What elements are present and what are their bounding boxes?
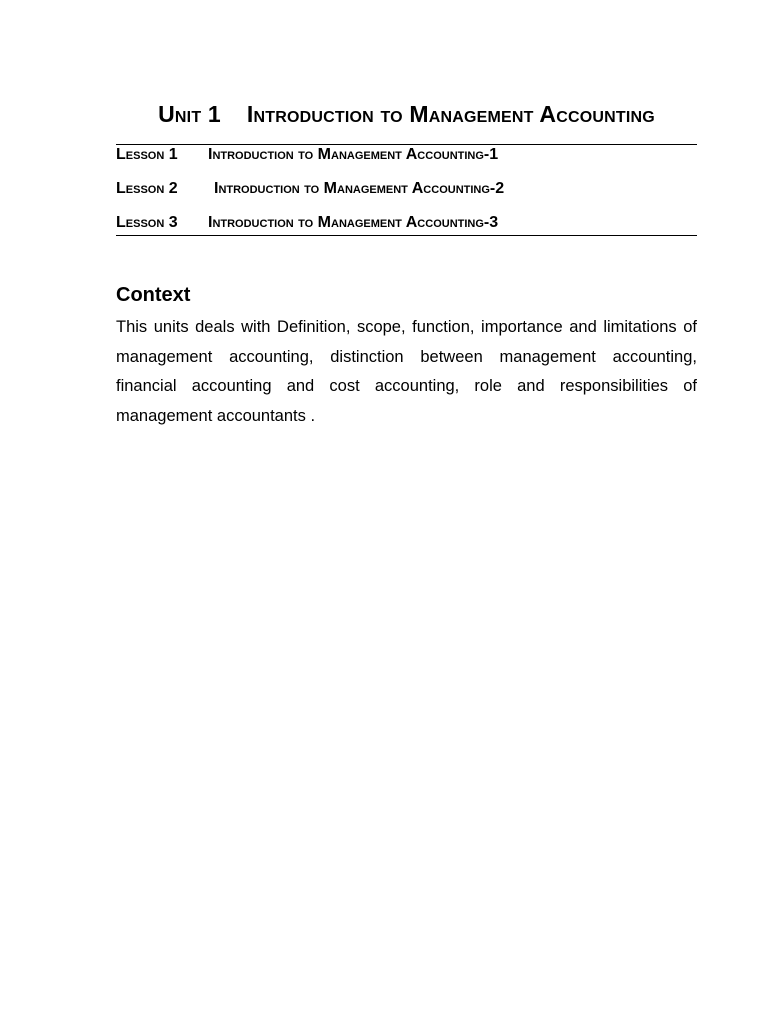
- context-paragraph: This units deals with Definition, scope, function, importance and limitations of management accounting, distinction between management accounting, financial accounting and cost accounting, role and responsibilities of management accountants .: [116, 318, 697, 425]
- unit-title: Introduction to Management Accounting: [246, 101, 655, 127]
- context-heading: Context: [116, 284, 191, 306]
- unit-number: Unit 1: [158, 101, 221, 127]
- lesson-row: [116, 180, 697, 198]
- lesson-title: Introduction to Management Accounting-3: [208, 214, 499, 231]
- lesson-number: Lesson 3: [116, 214, 178, 231]
- lesson-number: Lesson 1: [116, 146, 178, 163]
- lesson-title: Introduction to Management Accounting-1: [208, 146, 499, 163]
- lesson-list-top-rule: [116, 144, 697, 145]
- lesson-list-bottom-rule: [116, 235, 697, 236]
- lesson-row: [116, 146, 697, 164]
- lesson-row: [116, 214, 697, 232]
- lesson-title: Introduction to Management Accounting-2: [214, 180, 505, 197]
- lesson-number: Lesson 2: [116, 180, 178, 197]
- unit-heading: [116, 101, 697, 128]
